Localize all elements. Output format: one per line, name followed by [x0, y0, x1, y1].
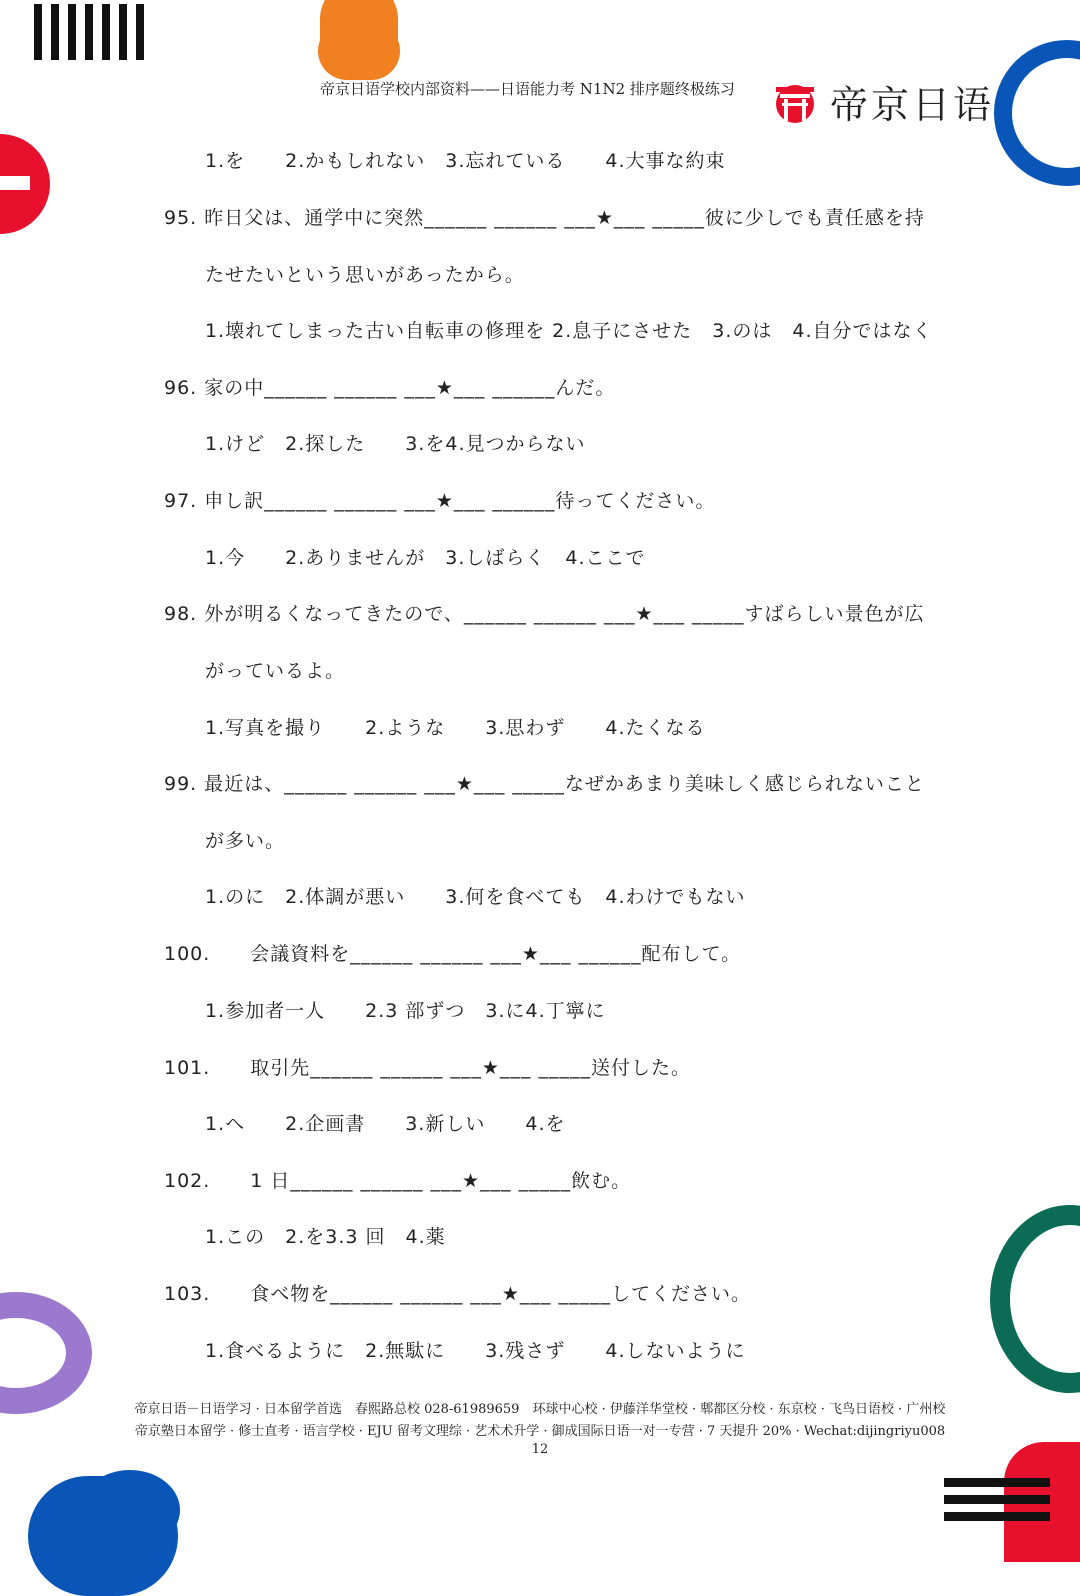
question-96: 96. 家の中______ ______ ___★___ ______んだ。 [164, 377, 616, 399]
purple-ring-decoration [0, 1292, 92, 1414]
question-95-options: 1.壊れてしまった古い自転車の修理を 2.息子にさせた 3.のは 4.自分ではなく [205, 320, 933, 342]
question-103-options: 1.食べるように 2.無駄に 3.残さず 4.しないように [205, 1340, 746, 1362]
question-101: 101. 取引先______ ______ ___★___ _____送付した。 [164, 1057, 691, 1079]
options-line: 1.を 2.かもしれない 3.忘れている 4.大事な約束 [205, 150, 726, 172]
footer-line-2: 帝京塾日本留学 · 修士直考 · 语言学校 · EJU 留考文理综 · 艺术术升学 · 御成国际日语一对一专营 · 7 天提升 20% · Wechat:dijingriyu008 [134, 1424, 946, 1439]
question-97: 97. 申し訳______ ______ ___★___ ______待ってください。 [164, 490, 716, 512]
question-99: 99. 最近は、______ ______ ___★___ _____なぜかあまり美味しく感じられないこと [164, 773, 925, 795]
torii-logo-icon [772, 79, 818, 125]
question-103: 103. 食べ物を______ ______ ___★___ _____してください。 [164, 1283, 751, 1305]
red-shape-cut [0, 176, 30, 190]
school-logo [772, 74, 994, 129]
question-102-options: 1.この 2.を3.3 回 4.薬 [205, 1226, 446, 1248]
footer-line-1: 帝京日语－日语学习 · 日本留学首选 春熙路总校 028-61989659 环球中心校 · 伊藤洋华堂校 · 郫都区分校 · 东京校 · 飞鸟日语校 · 广州校 [134, 1402, 946, 1417]
question-102: 102. 1 日______ ______ ___★___ _____飲む。 [164, 1170, 632, 1192]
question-96-options: 1.けど 2.探した 3.を4.見つからない [205, 433, 586, 455]
question-99-continued: が多い。 [205, 830, 286, 852]
blue-cloud-decoration-2 [80, 1470, 180, 1550]
barcode-stripes-decoration [34, 4, 146, 62]
question-98-continued: がっているよ。 [205, 660, 346, 682]
question-100: 100. 会議資料を______ ______ ___★___ ______配布して。 [164, 943, 742, 965]
question-98: 98. 外が明るくなってきたので、______ ______ ___★___ _____すばらしい景色が広 [164, 603, 925, 625]
document-header-title: 帝京日语学校内部资料——日语能力考 N1N2 排序题终极练习 [320, 80, 735, 98]
question-95-continued: たせたいという思いがあったから。 [205, 264, 525, 286]
black-stripes-decoration [944, 1478, 1050, 1529]
question-98-options: 1.写真を撮り 2.ような 3.思わず 4.たくなる [205, 717, 706, 739]
orange-blob-decoration-2 [318, 22, 400, 80]
page-number: 12 [531, 1442, 549, 1457]
green-ring-decoration [990, 1205, 1080, 1393]
logo-text: 帝京日语 [830, 83, 995, 127]
question-99-options: 1.のに 2.体調が悪い 3.何を食べても 4.わけでもない [205, 886, 746, 908]
question-97-options: 1.今 2.ありませんが 3.しばらく 4.ここで [205, 547, 646, 569]
blue-ring-decoration [994, 40, 1080, 186]
question-100-options: 1.参加者一人 2.3 部ずつ 3.に4.丁寧に [205, 1000, 606, 1022]
question-95: 95. 昨日父は、通学中に突然______ ______ ___★___ _____彼に少しでも責任感を持 [164, 207, 925, 229]
question-101-options: 1.へ 2.企画書 3.新しい 4.を [205, 1113, 566, 1135]
